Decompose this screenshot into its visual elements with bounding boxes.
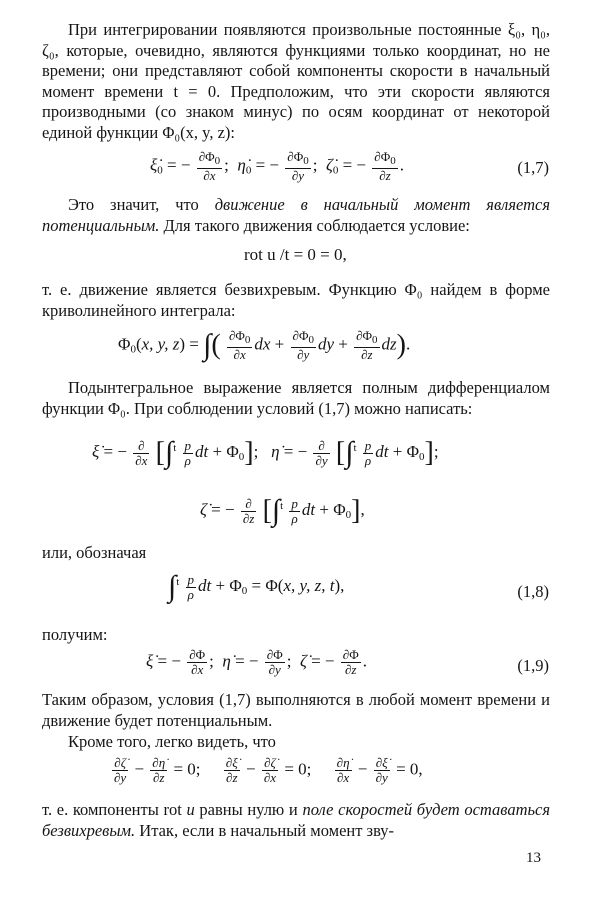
equation-curl-zero: $\frac{\partial\zetȧ}{\partial y}$ − $\frac{\partial\etȧ}{\partial z}$ = 0; $\frac{\partial\xi̇}{\partial z}$ − $\frac{\partial\zetȧ}{\partial x}$ = 0; $\frac{\partial\etȧ}{\partial x}$ − $\frac{\partial\xi̇}{\partial y}$ = 0, — [114, 755, 423, 785]
paragraph-we-get: получим: — [42, 625, 108, 644]
text-field-irrotational: поле скоростей будет оставаться безвихревым. — [42, 800, 551, 840]
equation-rot — [0, 245, 599, 271]
text-potential-motion: движение в начальный момент является потенциальным. — [42, 195, 551, 235]
page-number: 13 — [526, 850, 541, 866]
equation-number-1-8: (1,8) — [517, 582, 549, 601]
equation-number-1-9: (1,9) — [517, 656, 549, 675]
text-equal-zero: равны нулю и — [199, 800, 298, 819]
paragraph-differential: Подынтегральное выражение является полным дифференциалом функции Φ₀. При соблюдении условий (1,7) можно написать: — [42, 378, 550, 418]
text-this-means: Это значит, что — [68, 195, 199, 214]
rot-condition: rot u /t = 0 = 0, — [244, 245, 347, 264]
text-components-rot: т. е. компоненты rot — [42, 800, 182, 819]
text-condition-intro: Для такого движения соблюдается условие: — [163, 215, 470, 235]
paragraph-irrotational: т. е. движение является безвихревым. Функцию Φ₀ найдем в форме криволинейного интеграла: — [42, 280, 550, 320]
equation-1-7: $\xi̇_0$ = − $\frac{\partial\Phi_0}{\partial x}$ ; $\etȧ_0$ = − $\frac{\partial\Phi_0}{\partial y}$ ; $\zetȧ_0$ = − $\frac{\partial\Phi_0}{\partial z}$ . (1,7) — [150, 149, 549, 183]
text-so-if: Итак, если в начальный момент зву- — [139, 820, 395, 840]
paragraph-intro: При интегрировании появляются произвольные постоянные ξ₀, η₀, ζ₀, которые, очевидно, являются функциями только координат, но не времени; они представляют собой компоненты скорости в начальный момент времени t = 0. Предположим, что эти скорости являются производными (со знаком минус) по осям координат от некоторой единой функции Φ₀(x, y, z): — [42, 20, 550, 142]
equation-1-8: ∫$^t$ $\frac{p}{\rho}$ dt + $\Phi_0 = \Phi(x$, y, z, t), (1,8) — [168, 570, 549, 603]
equation-zeta: ζ̇ = − $\frac{\partial}{\partial z}$ [∫$^t$ $\frac{p}{\rho}$ dt + $\Phi_0$], — [200, 494, 365, 527]
text-u: u — [186, 800, 195, 819]
paragraph-rot-zero — [42, 800, 550, 841]
paragraph-conclusion: Таким образом, условия (1,7) выполняются в любой момент времени и движение будет потенциальным. — [42, 690, 550, 730]
equation-number-1-7: (1,7) — [517, 158, 549, 177]
paragraph-potential — [42, 195, 550, 236]
paragraph-easy-see: Кроме того, легко видеть, что — [68, 732, 276, 751]
equation-1-9: ξ̇ = − $\frac{\partial\Phi}{\partial x}$ ; η̇ = − $\frac{\partial\Phi}{\partial y}$ ; ζ̇ = − $\frac{\partial\Phi}{\partial z}$ . (1,9) — [146, 647, 549, 677]
equation-xi-eta: ξ̇ = − $\frac{\partial}{\partial x}$ [∫$^t$ $\frac{p}{\rho}$ dt + $\Phi_0$]; η̇ = − $\frac{\partial}{\partial y}$ [∫$^t$ $\frac{p}{\rho}$ dt + $\Phi_0$]; — [92, 436, 439, 469]
equation-phi0-integral: $\Phi_0(x$, y, z) = ∫( $\frac{\partial\Phi_0}{\partial x}$ dx + $\frac{\partial\Phi_0}{\partial y}$ dy + $\frac{\partial\Phi_0}{\partial z}$ dz). — [118, 328, 411, 362]
paragraph-denoting: или, обозначая — [42, 543, 147, 562]
